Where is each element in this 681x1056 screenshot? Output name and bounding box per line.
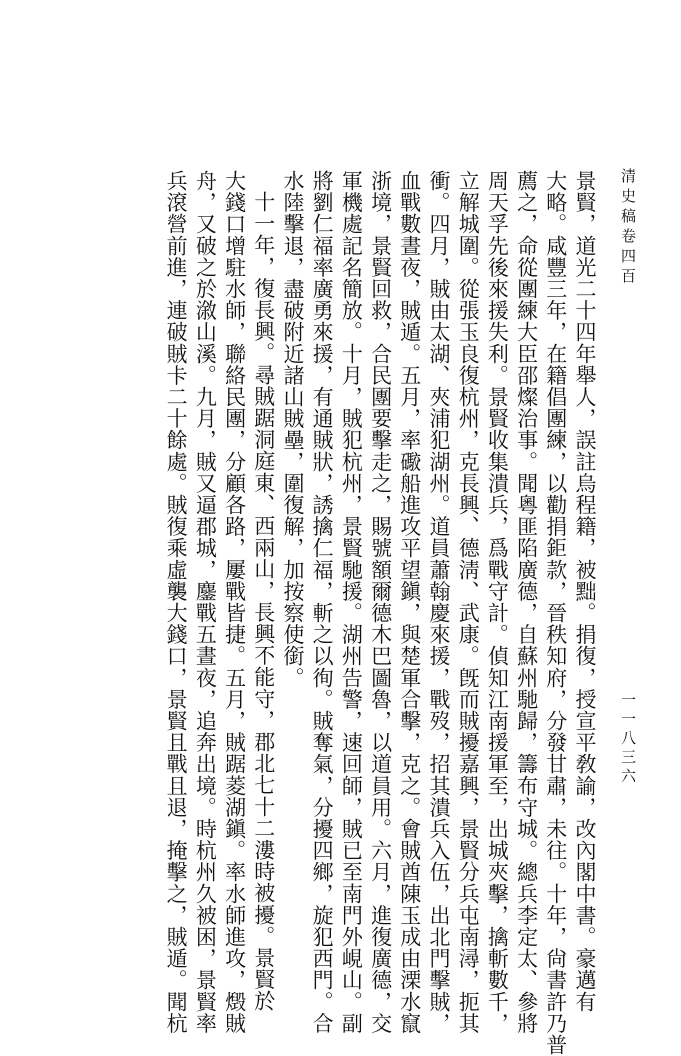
page-number: 一一八三六 xyxy=(619,692,637,787)
text-column: 周天孚先後來援失利。景賢收集潰兵，爲戰守計。偵知江南援軍至，出城夾擊，擒斬數千， xyxy=(485,170,510,1034)
text-column: 大錢口增駐水師，聯絡民團，分顧各路，屢戰皆捷。五月，賊踞菱湖鎭。率水師進攻，燬賊 xyxy=(222,170,247,1034)
text-column: 立解城圍。從張玉良復杭州，克長興、德淸、武康。旣而賊擾嘉興，景賢分兵屯南潯，扼其 xyxy=(456,170,481,1034)
text-column: 兵滾營前進，連破賊卡二十餘處。賊復乘虛襲大錢口，景賢且戰且退，掩擊之，賊遁。聞杭 xyxy=(164,170,189,1034)
running-title: 清史稿卷四百 xyxy=(619,168,637,288)
text-column: 十一年，復長興。尋賊踞洞庭東、西兩山，長興不能守，郡北七十二漊時被擾。景賢於 xyxy=(251,191,276,1012)
text-column: 衝。四月，賊由太湖、夾浦犯湖州。道員蕭翰慶來援，戰歿，招其潰兵入伍，出北門擊賊， xyxy=(426,170,451,1034)
text-column: 景賢，道光二十四年舉人，誤註烏程籍，被黜。捐復，授宣平敎諭，改內閣中書。豪邁有 xyxy=(573,170,597,1013)
main-text xyxy=(161,170,599,1056)
text-column: 大略。咸豐三年，在籍倡團練，以勸捐鉅款，晉秩知府，分發甘肅，未往。十年，尙書許乃普 xyxy=(543,170,568,1056)
text-column: 將劉仁福率廣勇來援，有通賊狀，誘擒仁福，斬之以徇。賊奪氣，分擾四鄉，旋犯西門。合 xyxy=(310,170,335,1034)
text-column: 血戰數晝夜，賊遁。五月，率礮船進攻平望鎭，與楚軍合擊，克之。會賊酋陳玉成由溧水竄 xyxy=(397,170,422,1034)
text-column: 浙境，景賢回救，合民團要擊走之，賜號額爾德木巴圖魯，以道員用。六月，進復廣德，交 xyxy=(368,170,393,1034)
text-column: 舟，又破之於漵山溪。九月，賊又逼郡城，鏖戰五晝夜，追奔出境。時杭州久被困，景賢率 xyxy=(193,170,218,1034)
text-column: 軍機處記名簡放。十月，賊犯杭州，景賢馳援。湖州告警，速回師，賊已至南門外峴山。副 xyxy=(339,170,364,1034)
text-column: 薦之，命從團練大臣邵燦治事。聞粵匪陷廣德，自蘇州馳歸，籌布守城。總兵李定太、參將 xyxy=(514,170,539,1034)
text-column: 水陸擊退，盡破附近諸山賊壘，圍復解，加按察使銜。 xyxy=(280,170,305,689)
